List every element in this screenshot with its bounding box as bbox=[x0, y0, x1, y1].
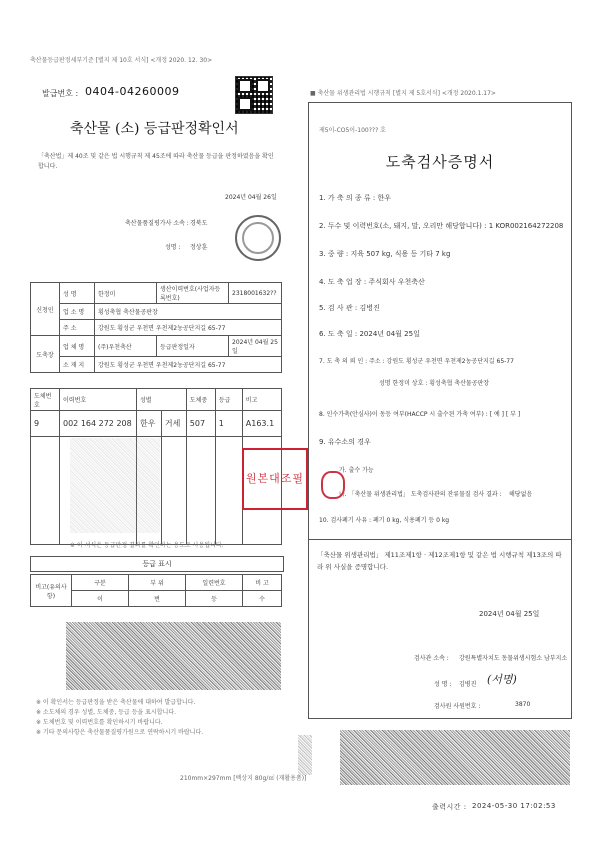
requester-address: 강원도 횡성군 우천면 우천제2농공단지길 65-77 bbox=[95, 320, 282, 336]
line-inspector: 5. 검 사 관 : 김병진 bbox=[319, 304, 380, 312]
line-requester-address: 7. 도 축 의 뢰 인 : 주소 : 강원도 횡성군 우천면 우천제2농공단지길 65-77 bbox=[319, 358, 514, 365]
redacted-area bbox=[70, 438, 160, 533]
line-species: 1. 가 축 의 종 류 : 한우 bbox=[319, 194, 391, 202]
grading-certificate bbox=[30, 57, 305, 736]
line-haccp: 8. 인수가축(안심사)이 동등 여부(HACCP 시 출수된 가축 여부) : [ 예 ] [ 부 ] bbox=[319, 411, 521, 418]
label-address: 주 소 bbox=[60, 320, 95, 336]
requester-section: 신청인 bbox=[31, 283, 60, 336]
paper-note: 210mm×297mm [백상지 80g/㎡ (재활용품)] bbox=[180, 775, 307, 782]
head-trace-no: 이력번호 bbox=[60, 389, 137, 411]
cut-head-remark: 비 고 bbox=[243, 575, 282, 591]
cut-cell-4: 수 bbox=[243, 591, 282, 607]
carcass-no: 9 bbox=[31, 411, 60, 437]
slaughter-company: (주)우천축산 bbox=[95, 336, 157, 357]
cut-cell-1: 이 bbox=[72, 591, 129, 607]
grader-name-label: 성명 : bbox=[165, 244, 181, 251]
redacted-mark bbox=[298, 735, 312, 775]
inspector-signature: (서명) bbox=[487, 673, 517, 686]
print-time-label: 출력시간 : bbox=[432, 803, 467, 811]
red-seal-icon bbox=[321, 471, 345, 499]
redacted-barcode-left bbox=[66, 622, 281, 690]
right-statement: 「축산물 위생관리법」 제11조제1항 · 제12조제1항 및 같은 법 시행규칙 제13조의 따라 위 사실을 증명합니다. bbox=[317, 551, 562, 571]
head-carcass-no: 도체번호 bbox=[31, 389, 60, 411]
original-stamp: 원본대조필 bbox=[242, 448, 308, 510]
head-weight: 도체중 bbox=[186, 389, 215, 411]
footnote-2: ※ 소도체의 경우 성별, 도체중, 등급 등을 표시합니다. bbox=[36, 709, 177, 716]
divider bbox=[309, 539, 571, 540]
inspector-org-label: 검사관 소속 : bbox=[414, 655, 449, 662]
line-bull-b: 나. 「축산물 위생관리법」 도축검사관의 잔류물질 검사 결과 : bbox=[339, 491, 502, 498]
label-trace-no: 생산이력번호(사업자등록번호) bbox=[157, 283, 229, 304]
line-slaughter-date: 6. 도 축 일 : 2024년 04월 25일 bbox=[319, 330, 420, 338]
line-requester-name: 성명 한정미 상호 : 횡성축협 축산물공판장 bbox=[379, 380, 490, 387]
footnote-1: ※ 이 확인서는 등급판정을 받은 축산물에 대하여 발급합니다. bbox=[36, 699, 196, 706]
slaughter-inspection-certificate bbox=[308, 102, 572, 719]
inspector-name: 김병진 bbox=[459, 681, 477, 688]
left-header-note: 축산물등급판정세부기준 [별지 제 10호 서식] <개정 2020. 12. 30> bbox=[30, 57, 213, 64]
official-seal-icon bbox=[235, 215, 281, 261]
line-discard: 10. 검사폐기 사유 : 폐기 0 kg, 식용폐기 등 0 kg bbox=[319, 517, 450, 524]
badge-number: 3870 bbox=[515, 701, 531, 708]
left-title: 축산물 (소) 등급판정확인서 bbox=[70, 121, 239, 137]
line-bull-a: 가. 출수 가능 bbox=[339, 467, 374, 474]
carcass-grade: 1 bbox=[215, 411, 242, 437]
carcass-breed: 한우 bbox=[137, 411, 162, 437]
cut-cell-2: 번 bbox=[129, 591, 186, 607]
print-time: 2024-05-30 17:02:53 bbox=[472, 802, 556, 810]
cert-number: 0404-04260009 bbox=[85, 85, 180, 98]
qr-code-icon bbox=[235, 76, 273, 114]
footnote-3: ※ 도체번호 및 이력번호를 확인하시기 바랍니다. bbox=[36, 719, 163, 726]
carcass-trace-no: 002 164 272 208 bbox=[60, 411, 137, 437]
right-title: 도축검사증명서 bbox=[385, 153, 495, 171]
line-bull-b-result: 해당없음 bbox=[509, 491, 533, 498]
line-bull: 9. 유수소의 경우 bbox=[319, 438, 371, 446]
slaughter-location: 강원도 횡성군 우천면 우천제2농공단지길 65-77 bbox=[95, 357, 282, 373]
inspector-org: 강원특별자치도 동물위생시험소 남부지소 bbox=[459, 655, 568, 662]
line-weight: 3. 중 량 : 지육 507 kg, 식용 등 기타 7 kg bbox=[319, 250, 451, 258]
cut-head-part: 부 위 bbox=[129, 575, 186, 591]
requester-trace-no: 2318001632?? bbox=[229, 283, 282, 304]
requester-table bbox=[30, 282, 282, 373]
head-remark: 비고 bbox=[242, 389, 281, 411]
cut-cell-3: 등 bbox=[186, 591, 243, 607]
footnotes bbox=[36, 698, 203, 738]
label-company: 업 체 명 bbox=[60, 336, 95, 357]
grader-org-label: 축산물품질평가사 소속 : bbox=[125, 220, 189, 227]
right-date: 2024년 04월 25일 bbox=[479, 610, 540, 618]
head-grade: 등급 bbox=[215, 389, 242, 411]
head-sex: 성별 bbox=[137, 389, 187, 411]
grader-org: 경북도 bbox=[190, 220, 208, 227]
grader-name: 정상훈 bbox=[190, 244, 208, 251]
cut-head-type: 구분 bbox=[72, 575, 129, 591]
line-slaughterhouse: 4. 도 축 업 장 : 주식회사 우천축산 bbox=[319, 278, 425, 286]
footnote-4: ※ 기타 문의사항은 축산물품질평가원으로 연락하시기 바랍니다. bbox=[36, 729, 204, 736]
label-name: 성 명 bbox=[60, 283, 95, 304]
label-grading-date: 등급판정일자 bbox=[157, 336, 229, 357]
slaughter-section: 도축장 bbox=[31, 336, 60, 373]
cut-table bbox=[30, 574, 282, 607]
label-location: 소 재 지 bbox=[60, 357, 95, 373]
cert-number-label: 발급번호 : bbox=[42, 89, 79, 98]
doc-number: 제5이-CO5이-100??? 호 bbox=[319, 127, 386, 134]
requester-business: 횡성축협 축산물공판장 bbox=[95, 304, 282, 320]
cut-head-serial: 일련번호 bbox=[186, 575, 243, 591]
cut-table-left-label: 비고(유의사항) bbox=[31, 575, 72, 607]
inspector-name-label: 성 명 : bbox=[434, 681, 452, 688]
line-count-trace: 2. 두수 및 이력번호(소, 돼지, 말, 오리만 해당합니다) : 1 KOR002164272208 bbox=[319, 222, 564, 230]
left-date: 2024년 04월 26일 bbox=[225, 194, 277, 201]
badge-label: 검사원 사원번호 : bbox=[434, 703, 481, 710]
right-header-note: ■ 축산물 위생관리법 시행규칙 [별지 제 5호서식] <개정 2020.1.17> bbox=[310, 90, 496, 97]
cut-label: 등급 표시 bbox=[30, 556, 284, 572]
left-note-bottom: ※ 이 서식은 등급판정 결과를 확인하는 용도로 사용됩니다. bbox=[70, 542, 224, 549]
carcass-sex: 거세 bbox=[161, 411, 186, 437]
label-business: 업 소 명 bbox=[60, 304, 95, 320]
requester-name: 한정미 bbox=[95, 283, 157, 304]
redacted-barcode-right bbox=[340, 730, 570, 785]
grading-date: 2024년 04월 25일 bbox=[229, 336, 282, 357]
carcass-remark: A163.1 bbox=[242, 411, 281, 437]
carcass-weight: 507 bbox=[186, 411, 215, 437]
left-intro: 「축산법」제 40조 및 같은 법 시행규칙 제 45조에 따라 축산물 등급을 판정하였음을 확인합니다. bbox=[38, 153, 274, 170]
